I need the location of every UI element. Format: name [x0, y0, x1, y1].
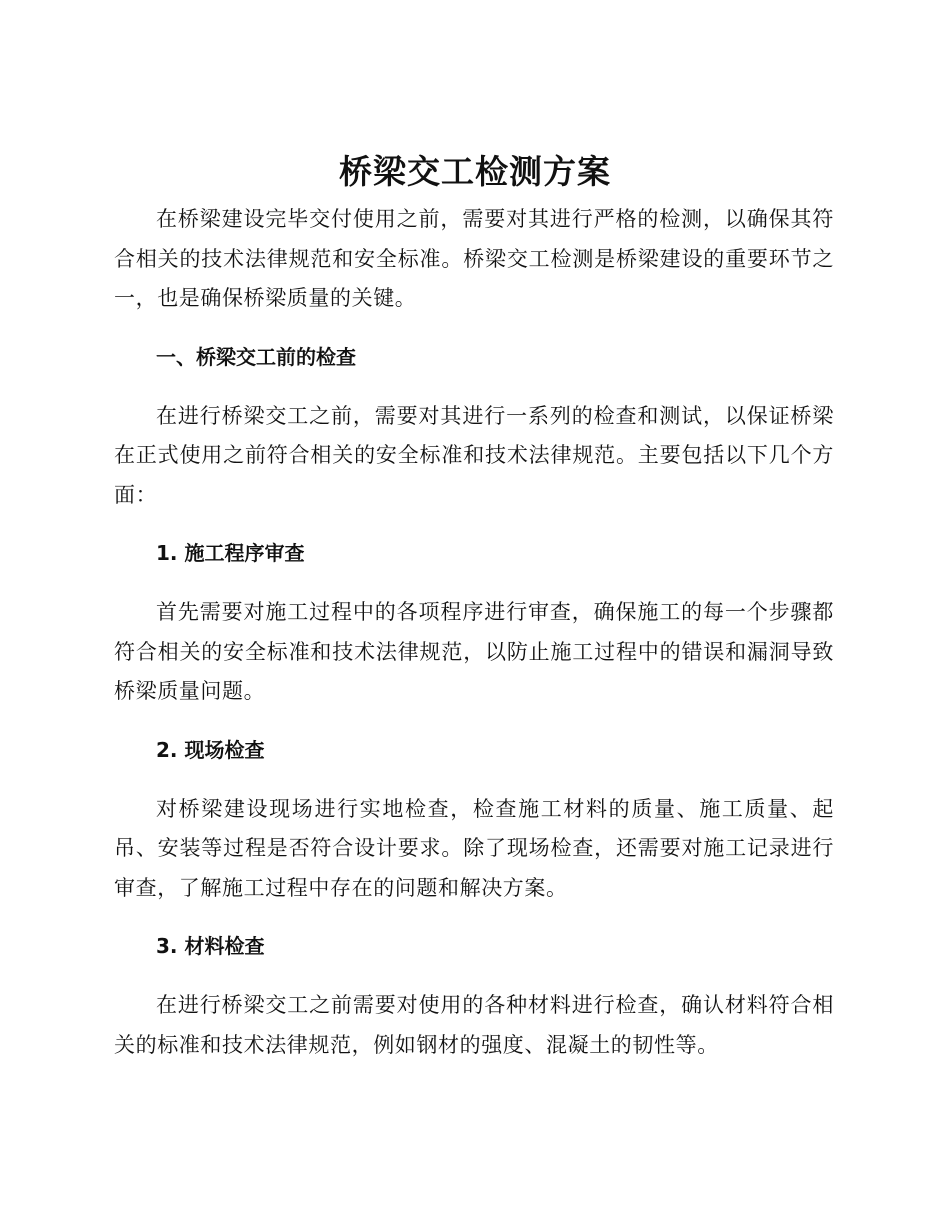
section-paragraph: 对桥梁建设现场进行实地检查，检查施工材料的质量、施工质量、起吊、安装等过程是否符合设计要求。除了现场检查，还需要对施工记录进行审查，了解施工过程中存在的问题和解决方案。	[114, 796, 834, 900]
document-title: 桥梁交工检测方案	[339, 152, 611, 191]
section-paragraph: 首先需要对施工过程中的各项程序进行审查，确保施工的每一个步骤都符合相关的安全标准和技术法律规范，以防止施工过程中的错误和漏洞导致桥梁质量问题。	[114, 600, 834, 703]
section-paragraph: 在进行桥梁交工之前需要对使用的各种材料进行检查，确认材料符合相关的标准和技术法律规范，例如钢材的强度、混凝土的韧性等。	[114, 993, 834, 1057]
section-heading: 3. 材料检查	[156, 934, 265, 958]
section-paragraph: 在进行桥梁交工之前，需要对其进行一系列的检查和测试，以保证桥梁在正式使用之前符合相关的安全标准和技术法律规范。主要包括以下几个方面：	[114, 403, 834, 507]
section-heading: 一、桥梁交工前的检查	[156, 344, 356, 369]
document-body	[114, 200, 834, 1065]
section-heading: 2. 现场检查	[156, 737, 265, 762]
intro-paragraph: 在桥梁建设完毕交付使用之前，需要对其进行严格的检测，以确保其符合相关的技术法律规范和安全标准。桥梁交工检测是桥梁建设的重要环节之一，也是确保桥梁质量的关键。	[114, 207, 834, 310]
section-heading: 1. 施工程序审查	[156, 541, 305, 565]
